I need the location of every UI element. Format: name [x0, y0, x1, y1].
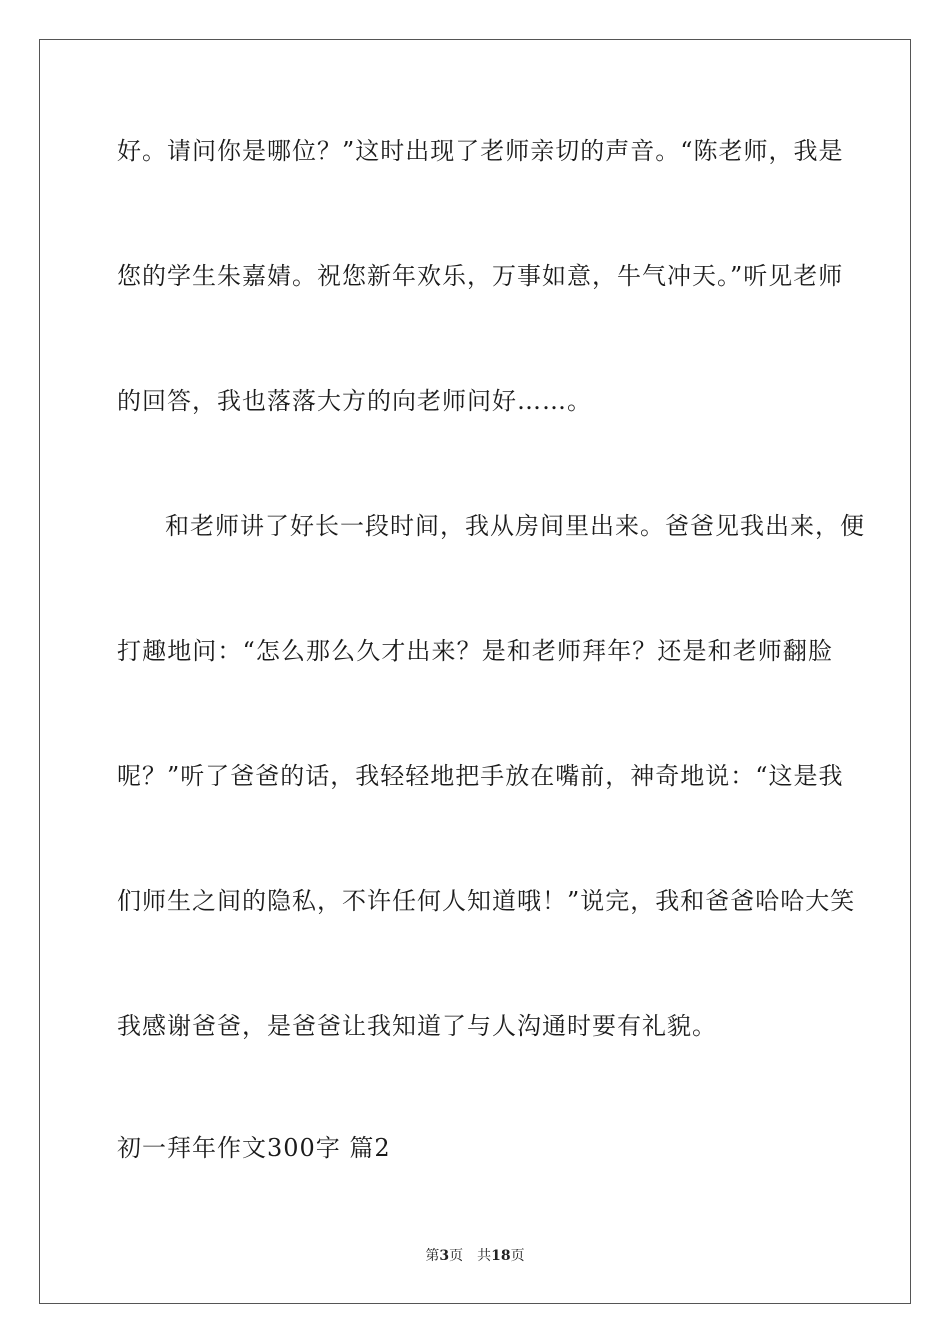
page-number-suffix: 页	[449, 1248, 464, 1264]
current-page-number: 3	[439, 1248, 450, 1264]
section-heading: 初一拜年作文300字 篇2	[117, 1134, 391, 1162]
body-text-line: 和老师讲了好长一段时间，我从房间里出来。爸爸见我出来，便	[165, 512, 865, 540]
total-pages-number: 18	[491, 1248, 511, 1264]
page-number-prefix: 第	[425, 1248, 440, 1264]
body-text-line: 打趣地问：“怎么那么久才出来？是和老师拜年？还是和老师翻脸	[117, 637, 833, 665]
total-pages-suffix: 页	[510, 1248, 525, 1264]
total-pages-prefix: 共	[477, 1248, 492, 1264]
body-text-line: 您的学生朱嘉婧。祝您新年欢乐，万事如意，牛气冲天。”听见老师	[117, 262, 844, 290]
body-text-line: 的回答，我也落落大方的向老师问好……。	[117, 387, 592, 415]
body-text-line: 们师生之间的隐私，不许任何人知道哦！”说完，我和爸爸哈哈大笑	[117, 887, 856, 915]
page-footer	[0, 1247, 950, 1265]
body-text-line: 我感谢爸爸，是爸爸让我知道了与人沟通时要有礼貌。	[117, 1012, 717, 1040]
body-text-line: 呢？”听了爸爸的话，我轻轻地把手放在嘴前，神奇地说：“这是我	[117, 762, 844, 790]
page-border	[39, 39, 911, 1304]
body-text-line: 好。请问你是哪位？”这时出现了老师亲切的声音。“陈老师，我是	[117, 137, 844, 165]
